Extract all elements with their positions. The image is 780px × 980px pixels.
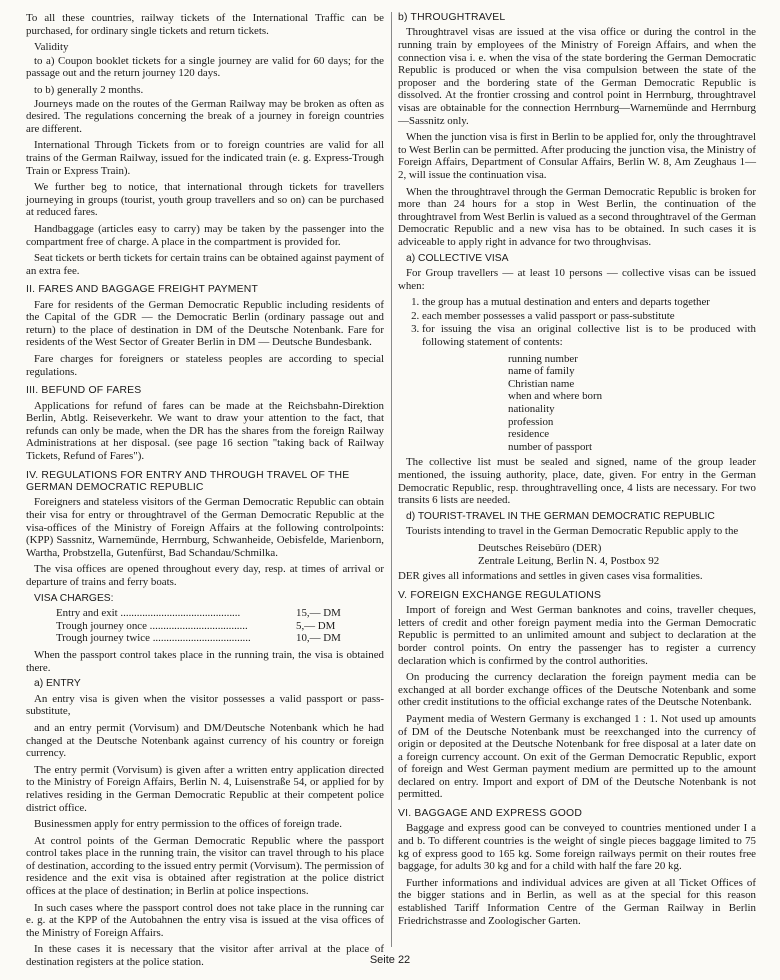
broken-paragraph: When the throughtravel through the German Democratic Republic is broken for more than 24 hours for a stop in West Berlin, the continuation of the throughtravel from West Berlin is valued as a second throughtravel of the German Democratic Republic and a new visa has to be obtained. In such cases it is adviceable to apply right in advance for two throughvisas. [398, 185, 756, 248]
fee-amount: 15,— DM [296, 607, 341, 620]
address-block [478, 542, 756, 567]
autobahn-paragraph: In such cases where the passport control does not take place in the running car e. g. at the KPP of the Autobahnen the entry visa is issued at the visa offices of the Ministry of Foreign Affairs. [26, 901, 384, 939]
list-content-item: Christian name [508, 377, 575, 390]
throughtravel-paragraph: Throughtravel visas are issued at the visa office or during the control in the running train by employees of the Ministry of Foreign Affairs, and when the connection visa i. e. when the visa of the state bordering the German Democratic Republic is produced or when the visa compulsion between the state of the proposer and the bordering state of the German Democratic Republic is dissolved. At the frontier crossing and control point in Herrnburg, throughtravel visas are obtainable for the connection Herrnburg—Warnemünde and Herrnburg—Sassnitz only. [398, 26, 756, 127]
control-points-paragraph: At control points of the German Democratic Republic where the passport control takes place in the running train, the visitor can travel through to his place of destination, according to the issued entry permit (Vorvisum). The permission of residence and the exit visa is obtained after registration at the police district offices at the place of destination; in Berlin at police inspections. [26, 834, 385, 898]
seat-paragraph: Seat tickets or berth tickets for certain trains can be obtained against payment of an extra fee. [26, 252, 384, 277]
section-heading-foreign-exchange: V. FOREIGN EXCHANGE REGULATIONS [398, 589, 602, 601]
import-paragraph: Import of foreign and West German banknotes and coins, traveller cheques, letters of credit and other foreign payment media into the German Democratic Republic is permitted to an unlimited amount and subject to declaration at the border control points. On entry the passenger has to register a currency declaration which is confirmed by the control authorities. [398, 604, 756, 667]
left-column [26, 12, 384, 973]
validity-label: Validity [34, 41, 69, 54]
register-paragraph: In these cases it is necessary that the visitor after arrival at the place of destination registers at the police station. [26, 943, 384, 969]
producing-paragraph: On producing the currency declaration the foreign payment media can be exchanged at all border exchange offices of the Deutsche Notenbank and some other credit institutions to the official exchange rates of the Deutsche Notenbank. [398, 671, 756, 709]
validity-a: to a) Coupon booklet tickets for a single journey are valid for 60 days; for the passage out and the return journey 120 days. [26, 54, 384, 80]
tourists-paragraph: Tourists intending to travel in the German Democratic Republic apply to the [406, 525, 739, 538]
section-heading-refund: III. BEFUND OF FARES [26, 385, 142, 397]
fee-label: Entry and exit ............................................ [56, 607, 241, 620]
intro-paragraph: To all these countries, railway tickets of the International Traffic can be purchased, for ordinary single tickets and return tickets. [26, 12, 384, 37]
column-divider [391, 12, 392, 947]
collective-visa-subheading: a) COLLECTIVE VISA [406, 252, 509, 264]
group-paragraph: For Group travellers — at least 10 persons — collective visas can be issued when: [398, 267, 756, 292]
list-content-item: name of family [508, 365, 575, 378]
fares-paragraph: Fare for residents of the German Democratic Republic including residents of the Capital of the GDR — the Democratic Berlin (ordinary passage out and return) to the place of destination in DM of the Deutsche Notenbank. Fare for residents of the West Sector of Greater Berlin in DM — Deutsche Bundesbank. [26, 298, 384, 349]
fee-row [56, 620, 356, 633]
visa-offices-paragraph: The visa offices are opened throughout every day, resp. at times of arrival or departure of trains and ferry boats. [26, 563, 384, 588]
list-content-item: when and where born [508, 390, 603, 403]
businessmen-paragraph: Businessmen apply for entry permission to the offices of foreign trade. [34, 818, 342, 831]
fee-row [56, 607, 356, 620]
visa-charges-label: VISA CHARGES: [34, 592, 114, 604]
throughtravel-subheading: b) THROUGHTRAVEL [398, 12, 506, 23]
entry-subheading: a) ENTRY [34, 678, 81, 690]
fee-label: Trough journey twice .................................... [56, 632, 251, 645]
further-paragraph: Further informations and individual advices are given at all Ticket Offices of the bigger stations and in Berlin, as well as at the special for this reason established Tariff Information Centre of the German Railway in Berlin Friedrichstrasse and Zoologischer Garten. [398, 876, 756, 927]
conditions-list [398, 296, 756, 348]
baggage-paragraph: Baggage and express good can be conveyed to countries mentioned under I a and b. To different countries is the weight of single pieces baggage limited to 75 kg of express good to 165 kg. Some foreign railways permit on their routes free baggage, for adults 30 kg and for a child with half the fare 20 kg. [398, 822, 756, 873]
list-content-item: profession [508, 415, 554, 428]
handbaggage-paragraph: Handbaggage (articles easy to carry) may be taken by the passenger into the compartment free of charge. A place in the compartment is provided for. [26, 222, 384, 248]
page-number: Seite 22 [369, 954, 411, 966]
visa-charges-table [56, 607, 356, 645]
list-item: 3. for issuing the visa an original collective list is to be produced with following statement of contents: [422, 323, 756, 348]
list-content-item: residence [508, 428, 550, 441]
vorvisum-paragraph: The entry permit (Vorvisum) is given after a written entry application directed to the Ministry of Foreign Affairs, Berlin N. 4, Luisenstraße 54, or applied for by relatives residing in the German Democratic Republic at their competent police district office. [26, 763, 384, 814]
list-item: 2. each member possesses a valid passport or pass-substitute [422, 310, 756, 323]
entry-visa-paragraph: An entry visa is given when the visitor possesses a valid passport or pass-substitute, [26, 692, 384, 718]
groups-paragraph: We further beg to notice, that international through tickets for travellers journeying in groups (tourist, youth group travellers and so on) can be purchased at reduced fares. [26, 181, 384, 219]
entry-permit-paragraph: and an entry permit (Vorvisum) and DM/Deutsche Notenbank which he had changed at the Deutsche Notenbank against currency of his country or foreign currency. [26, 721, 384, 760]
tourist-travel-subheading: d) TOURIST-TRAVEL IN THE GERMAN DEMOCRATIC REPUBLIC [406, 510, 715, 522]
fee-row [56, 632, 356, 645]
refund-paragraph: Applications for refund of fares can be made at the Reichsbahn-Direktion Berlin, Abtlg. Reiseverkehr. We want to draw your attention to the fact, that refunds can only be made, when the DR has the shares from the foreign Railway Administrations at her disposal. (see page 16 section "taking back of Railway Tickets, Refund of Fares"). [26, 399, 384, 463]
list-content-item: nationality [508, 403, 555, 416]
fare-charges-paragraph: Fare charges for foreigners or stateless peoples are according to special regulations. [26, 353, 384, 378]
international-paragraph: International Through Tickets from or to foreign countries are valid for all trains of the German Railway, issued for the indicated train (e. g. Express-Trough Train or Express Train). [26, 139, 384, 177]
section-heading-entry-regulations: IV. REGULATIONS FOR ENTRY AND THROUGH TRAVEL OF THE GERMAN DEMOCRATIC REPUBLIC [26, 469, 350, 494]
journeys-paragraph: Journeys made on the routes of the German Railway may be broken as often as desired. The regulations concerning the break of a journey in foreign countries are different. [26, 97, 384, 135]
section-heading-baggage: VI. BAGGAGE AND EXPRESS GOOD [398, 808, 583, 820]
list-contents [508, 353, 756, 454]
passport-control-paragraph: When the passport control takes place in the running train, the visa is obtained there. [26, 648, 384, 674]
junction-paragraph: When the junction visa is first in Berlin to be applied for, only the throughtravel to West Berlin can be permitted. After producing the junction visa, the Ministry of Foreign Affairs, Department of Consular Affairs, Berlin W. 8, Am Zeughaus 1—2, will issue the continuation visa. [398, 131, 756, 181]
fee-amount: 5,— DM [296, 619, 336, 632]
collective-list-paragraph: The collective list must be sealed and signed, name of the group leader mentioned, the issuing authority, place, date, given. For entry in the German Democratic Republic, resp. throughtravelling once, 4 lists are necessary. For two transits 6 lists are needed. [398, 456, 756, 507]
address-line: Zentrale Leitung, Berlin N. 4, Postbox 92 [478, 554, 660, 567]
validity-b: to b) generally 2 months. [34, 83, 144, 96]
address-line: Deutsches Reisebüro (DER) [478, 541, 602, 554]
list-content-item: number of passport [508, 440, 593, 453]
list-content-item: running number [508, 352, 578, 365]
list-item: 1. the group has a mutual destination and enters and departs together [422, 296, 756, 309]
section-heading-fares: II. FARES AND BAGGAGE FREIGHT PAYMENT [26, 284, 258, 296]
payment-media-paragraph: Payment media of Western Germany is exchanged 1 : 1. Not used up amounts of DM of the Deutsche Notenbank must be reexchanged into the currency of origin or deposited at the Deutsche Notenbank for free disposal at a later date on a foreign currency account. On exit of the German Democratic Republic, export of foreign and West German payment medium are permitted up to the amount declared on entry. Import and export of DM of the Deutsche Notenbank is not permitted. [398, 712, 756, 801]
right-column [398, 12, 756, 931]
fee-label: Trough journey once .................................... [56, 619, 248, 632]
der-paragraph: DER gives all informations and settles in given cases visa formalities. [398, 570, 703, 583]
fee-amount: 10,— DM [296, 632, 341, 645]
foreigners-paragraph: Foreigners and stateless visitors of the German Democratic Republic can obtain their visa for entry or throughtravel of the German Democratic Republic at the visa-offices of the Ministry of Foreign Affairs at the following controlpoints: (KPP) Sassnitz, Warnemünde, Herrnburg, Schwanheide, Oebisfelde, Marienborn, Wartha, Probstzella, Gutenfürst, Bad Schandau/Schmilka. [26, 496, 384, 559]
